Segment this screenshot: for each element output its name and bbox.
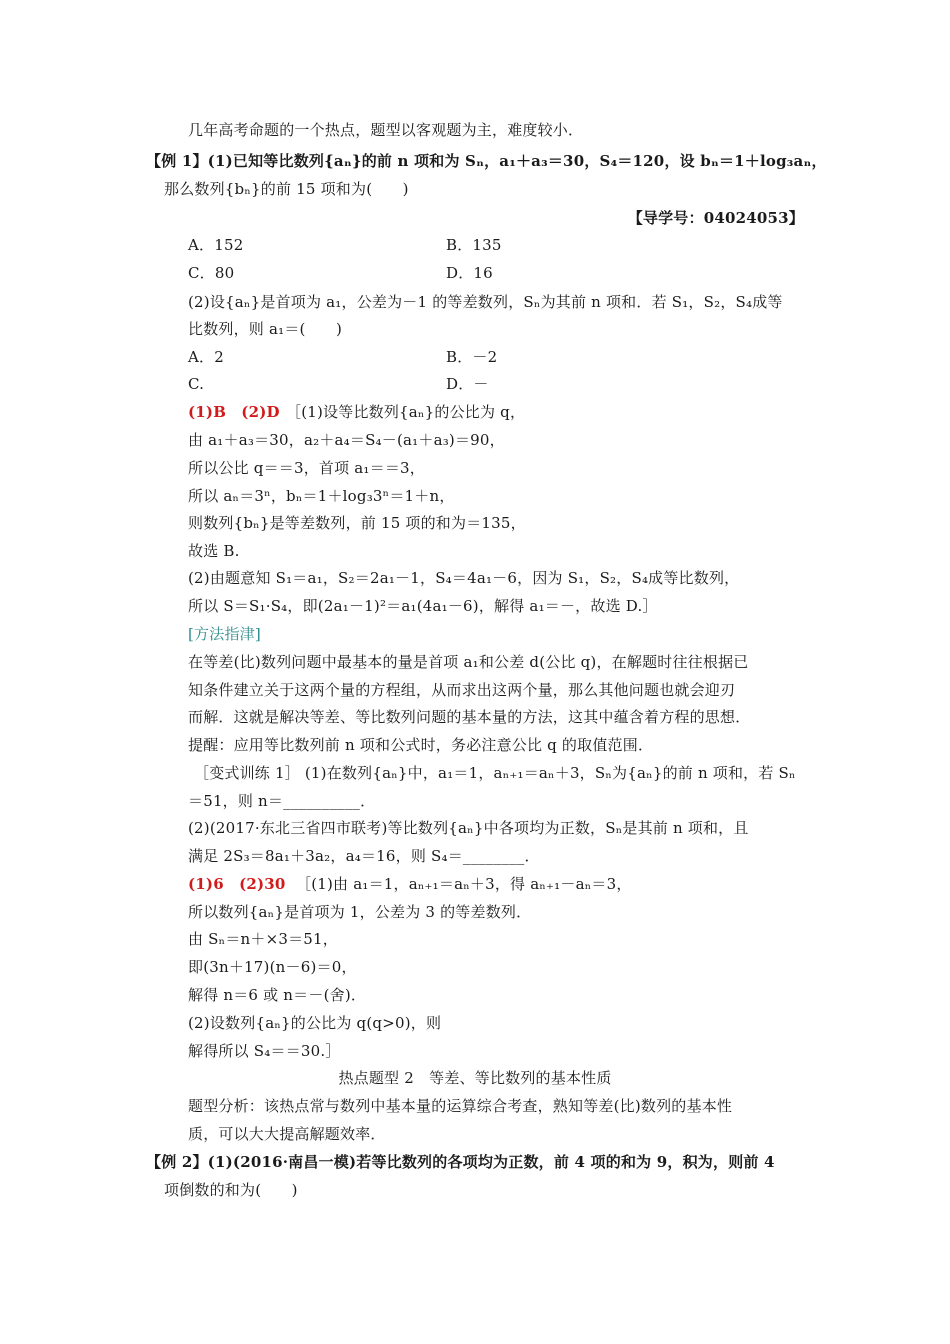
option-d: D．－ [446, 375, 489, 393]
example-1-header: 【例 1】(1)已知等比数列{aₙ}的前 n 项和为 Sₙ，a₁＋a₃＝30，S₄＝120，设 bₙ＝1＋log₃aₙ， [146, 152, 827, 170]
method-tip-text: 知条件建立关于这两个量的方程组，从而求出这两个量，那么其他问题也就会迎刃 [188, 681, 736, 699]
question-2-text: 比数列，则 a₁＝( ) [188, 320, 343, 338]
method-tip-text: 提醒：应用等比数列前 n 项和公式时，务必注意公比 q 的取值范围． [188, 736, 654, 754]
answer-1: (1)B (2)D [188, 403, 280, 421]
option-c: C．80 [188, 264, 235, 282]
solution-line: 解得 n＝6 或 n＝－(舍)． [188, 986, 367, 1004]
option-a: A．2 [188, 348, 224, 366]
example-1-text: 那么数列{bₙ}的前 15 项和为( ) [164, 180, 409, 198]
analysis-text: 题型分析：该热点常与数列中基本量的运算综合考查，熟知等差(比)数列的基本性 [188, 1097, 733, 1115]
solution-line: 则数列{bₙ}是等差数列，前 15 项的和为＝135， [188, 514, 526, 532]
solution-line: 即(3n＋17)(n－6)＝0， [188, 958, 357, 976]
solution-line: 解得所以 S₄＝＝30.］ [188, 1042, 341, 1060]
solution-line: 所以 S＝S₁·S₄，即(2a₁－1)²＝a₁(4a₁－6)，解得 a₁＝－，故选 D.］ [188, 597, 658, 615]
solution-line: ［(1)由 a₁＝1，aₙ₊₁＝aₙ＋3，得 aₙ₊₁－aₙ＝3， [296, 875, 632, 893]
section-heading: 热点题型 2 等差、等比数列的基本性质 [338, 1069, 612, 1087]
intro-text-line: 几年高考命题的一个热点，题型以客观题为主，难度较小． [188, 121, 584, 139]
variant-training-text: 满足 2S₃＝8a₁＋3a₂，a₄＝16，则 S₄＝________． [188, 847, 540, 865]
solution-line: 所以 aₙ＝3ⁿ，bₙ＝1＋log₃3ⁿ＝1＋n， [188, 487, 455, 505]
variant-training-text: (2)(2017·东北三省四市联考)等比数列{aₙ}中各项均为正数，Sₙ是其前 n 项和，且 [188, 819, 749, 837]
variant-training-text: ＝51，则 n＝__________． [188, 792, 376, 810]
method-tip-text: 在等差(比)数列问题中最基本的量是首项 a₁和公差 d(公比 q)，在解题时往往根据已 [188, 653, 749, 671]
example-2-text: 项倒数的和为( ) [164, 1181, 298, 1199]
answer-2: (1)6 (2)30 [188, 875, 286, 893]
example-2-header: 【例 2】(1)(2016·南昌一模)若等比数列的各项均为正数，前 4 项的和为 9，积为，则前 4 [146, 1153, 775, 1171]
solution-line: 由 Sₙ＝n＋×3＝51， [188, 930, 338, 948]
solution-line: 由 a₁＋a₃＝30，a₂＋a₄＝S₄－(a₁＋a₃)＝90， [188, 431, 505, 449]
option-b: B．135 [446, 236, 502, 254]
method-tip-header: [方法指津] [188, 625, 261, 643]
solution-line: (2)设数列{aₙ}的公比为 q(q>0)，则 [188, 1014, 442, 1032]
variant-training-header: ［变式训练 1］ (1)在数列{aₙ}中，a₁＝1，aₙ₊₁＝aₙ＋3，Sₙ为{aₙ}的前 n 项和，若 Sₙ [194, 764, 796, 782]
solution-line: (2)由题意知 S₁＝a₁，S₂＝2a₁－1，S₄＝4a₁－6，因为 S₁，S₂，S₄成等比数列， [188, 569, 740, 587]
solution-line: 故选 B. [188, 542, 240, 560]
option-a: A．152 [188, 236, 244, 254]
solution-line: 所以数列{aₙ}是首项为 1，公差为 3 的等差数列． [188, 903, 532, 921]
option-d: D．16 [446, 264, 493, 282]
solution-line: 所以公比 q＝＝3，首项 a₁＝＝3， [188, 459, 425, 477]
guide-number: 【导学号：04024053】 [627, 209, 804, 227]
option-c: C. [188, 375, 205, 393]
method-tip-text: 而解．这就是解决等差、等比数列问题的基本量的方法，这其中蕴含着方程的思想． [188, 708, 751, 726]
solution-line: ［(1)设等比数列{aₙ}的公比为 q， [286, 403, 526, 421]
analysis-text: 质，可以大大提高解题效率． [188, 1125, 386, 1143]
option-b: B．－2 [446, 348, 498, 366]
question-2-text: (2)设{aₙ}是首项为 a₁，公差为－1 的等差数列，Sₙ为其前 n 项和．若 S₁，S₂，S₄成等 [188, 293, 783, 311]
